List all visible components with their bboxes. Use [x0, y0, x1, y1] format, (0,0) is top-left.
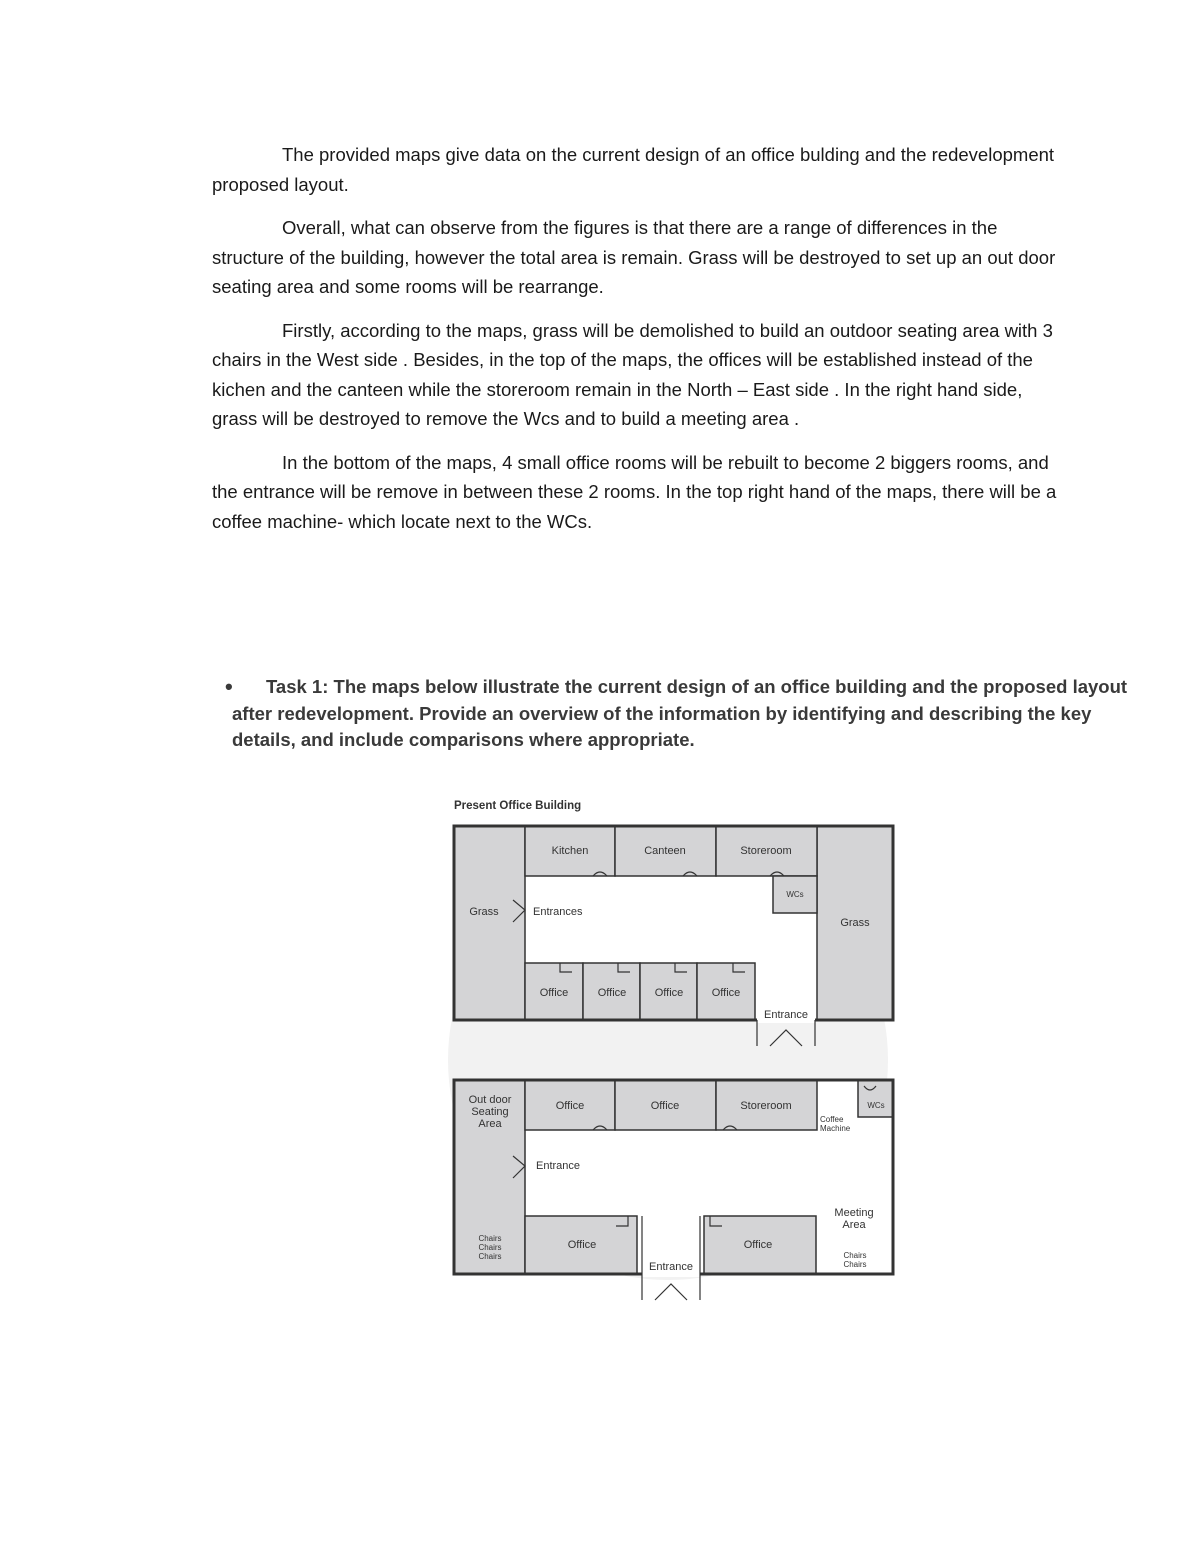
- present-grass-left: [454, 826, 525, 1020]
- future-map: [454, 1080, 893, 1300]
- future-label-office-top-2: Office: [650, 1100, 680, 1112]
- present-label-grass-left: Grass: [469, 906, 499, 918]
- present-label-kitchen: Kitchen: [551, 845, 589, 857]
- future-label-entrance-left: Entrance: [536, 1160, 581, 1172]
- future-label-chairs-left-2: Chairs: [478, 1243, 502, 1252]
- future-label-meeting-2: Area: [842, 1219, 866, 1231]
- future-label-chairs-left-1: Chairs: [478, 1234, 502, 1243]
- future-wcs: [858, 1080, 893, 1117]
- future-label-chairs-right-1: Chairs: [843, 1251, 867, 1260]
- present-label-entrance: Entrance: [763, 1009, 809, 1021]
- future-label-storeroom: Storeroom: [740, 1100, 792, 1112]
- future-label-meeting-1: Meeting: [834, 1207, 874, 1219]
- future-label-seating-2: Seating: [471, 1106, 509, 1118]
- present-map: [454, 826, 893, 1046]
- future-label-seating-3: Area: [478, 1118, 502, 1130]
- present-label-storeroom: Storeroom: [740, 845, 792, 857]
- future-label-coffee-2: Machine: [820, 1124, 851, 1133]
- future-label-wcs: WCs: [867, 1101, 885, 1110]
- essay-paragraph-4: In the bottom of the maps, 4 small office rooms will be rebuilt to become 2 biggers rooms, and the entrance will be remove in between these 2 rooms. In the top right hand of the maps, there will be a coffee machine- which locate next to the WCs.: [212, 451, 1057, 532]
- future-label-seating-1: Out door: [468, 1094, 512, 1106]
- future-label-office-bottom-1: Office: [567, 1239, 597, 1251]
- future-label-office-bottom-2: Office: [743, 1239, 773, 1251]
- present-map-title: Present Office Building: [454, 800, 582, 812]
- future-label-chairs-left-3: Chairs: [478, 1252, 502, 1261]
- present-label-office-4: Office: [711, 987, 741, 999]
- present-label-office-1: Office: [539, 987, 569, 999]
- present-label-wcs: WCs: [786, 890, 804, 899]
- future-label-coffee-1: Coffee: [820, 1115, 844, 1124]
- essay-paragraph-2: Overall, what can observe from the figures is that there are a range of differences in the structure of the building, however the total area is remain. Grass will be destroyed to set up an out door seating area and some rooms will be rearrange.: [212, 217, 1056, 297]
- present-label-grass-right: Grass: [840, 917, 870, 929]
- essay-paragraph-3: Firstly, according to the maps, grass will be demolished to build an outdoor seating area with 3 chairs in the West side . Besides, in the top of the maps, the offices will be established instead of the kichen and the canteen while the storeroom remain in the North – East side . In the right hand side, grass will be destroyed to remove the Wcs and to build a meeting area .: [212, 319, 1053, 429]
- present-label-office-2: Office: [597, 987, 627, 999]
- future-label-chairs-right-2: Chairs: [843, 1260, 867, 1269]
- bullet: •: [225, 674, 233, 699]
- present-label-office-3: Office: [654, 987, 684, 999]
- present-label-canteen: Canteen: [644, 845, 686, 857]
- future-label-entrance-bottom: Entrance: [648, 1261, 694, 1273]
- task-text: Task 1: The maps below illustrate the current design of an office building and the proposed layout after redevelopment. Provide an overview of the information by identifying and describing the key details, and include comparisons where appropriate.: [232, 676, 1128, 750]
- essay-paragraph-1: The provided maps give data on the current design of an office bulding and the redevelopment proposed layout.: [212, 144, 1055, 195]
- present-label-entrances: Entrances: [533, 906, 583, 918]
- future-label-office-top-1: Office: [555, 1100, 585, 1112]
